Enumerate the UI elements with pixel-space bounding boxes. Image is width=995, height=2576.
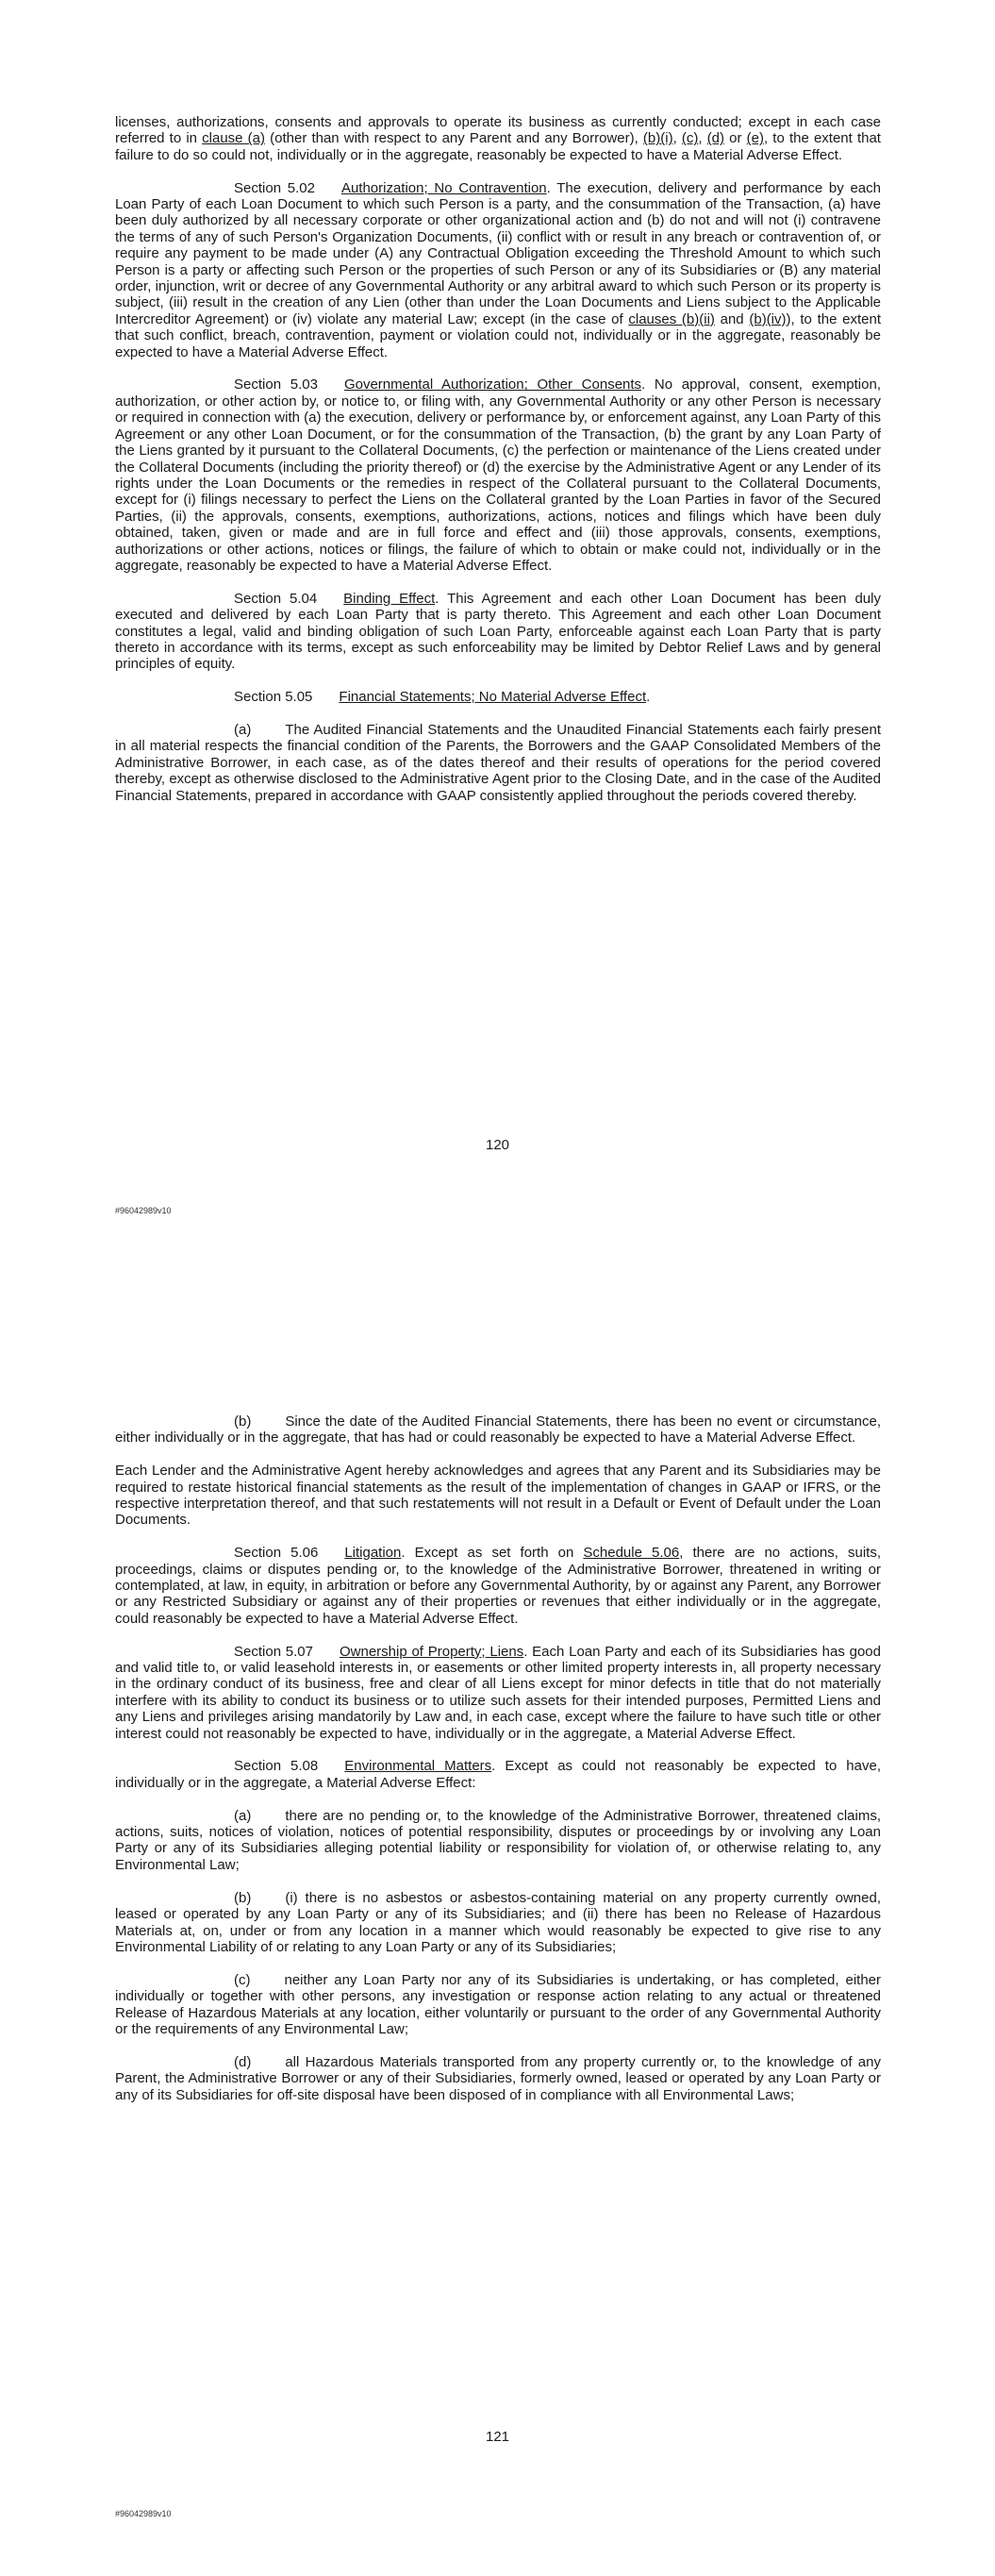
section-5-05-b: (b) Since the date of the Audited Financial Statements, there has been no event or circumstance, either individually or in the aggregate, that has had or could reasonably be expected to have a Material Adverse Effect. [115,1413,881,1447]
section-number: Section 5.05 [234,689,313,706]
subsection-label: (c) [234,1971,251,1988]
document-id: #96042989v10 [115,1206,172,1215]
section-5-07: Section 5.07 Ownership of Property; Liens. Each Loan Party and each of its Subsidiaries has good and valid title to, or valid leasehold interests in, or easements or other limited property interests in, all property necessary in the ordinary conduct of its business, free and clear of all Liens except for minor defects in title that do not materially interfere with its ability to conduct its business or to utilize such assets for their intended purposes, Permitted Liens and any Liens and privileges arising mandatorily by Law and, in each case, except where the failure to have such title or other interest could not reasonably be expected to have, individually or in the aggregate, a Material Adverse Effect. [115,1643,881,1742]
section-5-08: Section 5.08 Environmental Matters. Except as could not reasonably be expected to have, individually or in the aggregate, a Material Adverse Effect: [115,1758,881,1791]
page-number: 120 [485,1137,510,1153]
section-5-08-a: (a) there are no pending or, to the knowledge of the Administrative Borrower, threatened claims, actions, suits, notices of violation, notices of potential responsibility, disputes or proceedings by or involving any Loan Party or any of its Subsidiaries alleging potential liability or responsibility for violation of, or otherwise relating to, any Environmental Law; [115,1807,881,1873]
subsection-label: (a) [234,1807,252,1824]
clause-ref: (b)(iv) [749,310,787,327]
schedule-ref: Schedule 5.06 [583,1545,680,1562]
clause-ref: (c) [681,130,699,147]
section-title: Binding Effect [343,590,436,607]
clause-ref: (d) [706,130,725,147]
section-5-05-a: (a) The Audited Financial Statements and the Unaudited Financial Statements each fairly present in all material respects the financial condition of the Parents, the Borrowers and the GAAP Consolidated Members of the Administrative Borrower, in each case, as of the dates thereof and their results of operations for the period covered thereby, except as otherwise disclosed to the Administrative Agent prior to the Closing Date, and in the case of the Audited Financial Statements, prepared in accordance with GAAP consistently applied throughout the periods covered thereby. [115,721,881,804]
section-title: Authorization; No Contravention [340,179,547,196]
section-number: Section 5.07 [234,1643,313,1660]
page-121 [0,1288,995,2576]
section-5-05: Section 5.05 Financial Statements; No Material Adverse Effect. [234,689,651,706]
page-body [115,114,881,820]
clause-ref: clause (a) [202,130,265,147]
section-5-06: Section 5.06 Litigation. Except as set forth on Schedule 5.06, there are no actions, suits, proceedings, claims or disputes pending or, to the knowledge of the Administrative Borrower, threatened in writing or contemplated, at law, in equity, in arbitration or before any Governmental Authority, by or against any Parent, any Borrower or any Restricted Subsidiary or against any of their properties or revenues that either individually or in the aggregate, could reasonably be expected to have a Material Adverse Effect. [115,1545,881,1627]
section-title: Governmental Authorization; Other Consents [343,376,642,393]
section-5-04: Section 5.04 Binding Effect. This Agreement and each other Loan Document has been duly executed and delivered by each Loan Party that is party thereto. This Agreement and each other Loan Document constitutes a legal, valid and binding obligation of such Loan Party, enforceable against each Loan Party that is party thereto in accordance with its terms, except as such enforceability may be limited by Debtor Relief Laws and by general principles of equity. [115,590,881,673]
subsection-label: (d) [234,2053,252,2070]
clause-ref: clauses (b)(ii) [628,310,715,327]
section-title: Environmental Matters [344,1758,492,1775]
section-number: Section 5.06 [234,1545,319,1562]
document-id: #96042989v10 [115,2509,172,2518]
paragraph-intro: licenses, authorizations, consents and approvals to operate its business as currently conducted; except in each case referred to in clause (a) (other than with respect to any Parent and any Borrower), (b)(i), (c), (d) or (e), to the extent that failure to do so could not, individually or in the aggregate, reasonably be expected to have a Material Adverse Effect. [115,114,881,163]
section-title: Financial Statements; No Material Adverse Effect [339,689,647,706]
section-title: Ownership of Property; Liens [340,1643,524,1660]
section-number: Section 5.04 [234,590,318,607]
section-number: Section 5.08 [234,1758,319,1775]
section-5-08-c: (c) neither any Loan Party nor any of its Subsidiaries is undertaking, or has completed, either individually or together with other persons, any investigation or response action relating to any actual or threatened Release of Hazardous Materials at any location, either voluntarily or pursuant to the order of any Governmental Authority or the requirements of any Environmental Law; [115,1971,881,2037]
page-body [115,1413,881,2119]
clause-ref: (b)(i) [642,130,673,147]
clause-ref: (e) [746,130,764,147]
subsection-label: (b) [234,1889,252,1906]
paragraph-acknowledgement: Each Lender and the Administrative Agent hereby acknowledges and agrees that any Parent and its Subsidiaries may be required to restate historical financial statements as the result of the implementation of changes in GAAP or IFRS, or the respective interpretation thereof, and that such restatements will not result in a Default or Event of Default under the Loan Documents. [115,1463,881,1529]
section-number: Section 5.03 [234,376,318,393]
subsection-label: (b) [234,1413,252,1430]
section-5-03: Section 5.03 Governmental Authorization; Other Consents. No approval, consent, exemption, authorization, or other action by, or notice to, or filing with, any Governmental Authority or any other Person is necessary or required in connection with (a) the execution, delivery or performance by, or enforcement against, any Loan Party of this Agreement or any other Loan Document, or for the consummation of the Transaction, (b) the grant by any Loan Party of the Liens granted by it pursuant to the Collateral Documents, (c) the perfection or maintenance of the Liens created under the Collateral Documents (including the priority thereof) or (d) the exercise by the Administrative Agent or any Lender of its rights under the Loan Documents or the remedies in respect of the Collateral pursuant to the Collateral Documents, except for (i) filings necessary to perfect the Liens on the Collateral granted by the Loan Parties in favor of the Secured Parties, (ii) the approvals, consents, exemptions, authorizations, actions, notices and filings which have been duly obtained, taken, given or made and are in full force and effect and (iii) those approvals, consents, exemptions, authorizations or other actions, notices or filings, the failure of which to obtain or make could not, individually or in the aggregate, reasonably be expected to have a Material Adverse Effect. [115,376,881,574]
section-title: Litigation [344,1545,402,1562]
subsection-label: (a) [234,721,252,738]
section-5-02: Section 5.02 Authorization; No Contravention. The execution, delivery and performance by each Loan Party of each Loan Document to which such Person is a party, and the consummation of the Transaction, (a) have been duly authorized by all necessary corporate or other organizational action and (b) do not and will not (i) contravene the terms of any of such Person's Organization Documents, (ii) conflict with or result in any breach or contravention of, or require any payment to be made under (A) any Contractual Obligation exceeding the Threshold Amount to which such Person is a party or affecting such Person or the properties of such Person or any of its Subsidiaries or (B) any material order, injunction, writ or decree of any Governmental Authority or any arbitral award to which such Person or its property is subject, (iii) result in the creation of any Lien (other than under the Loan Documents and Liens subject to the Applicable Intercreditor Agreement) or (iv) violate any material Law; except (in the case of clauses (b)(ii) and (b)(iv)), to the extent that such conflict, breach, contravention, payment or violation could not, individually or in the aggregate, reasonably be expected to have a Material Adverse Effect. [115,179,882,360]
section-5-08-b: (b) (i) there is no asbestos or asbestos-containing material on any property currently owned, leased or operated by any Loan Party or any of its Subsidiaries; and (ii) there has been no Release of Hazardous Materials at, on, under or from any location in a manner which would reasonably be expected to give rise to any Environmental Liability of or relating to any Loan Party or any of its Subsidiaries; [115,1889,881,1955]
section-number: Section 5.02 [234,179,315,196]
section-5-08-d: (d) all Hazardous Materials transported from any property currently or, to the knowledge of any Parent, the Administrative Borrower or any of their Subsidiaries, formerly owned, leased or operated by any Loan Party or any of its Subsidiaries for off-site disposal have been disposed of in compliance with all Environmental Laws; [115,2053,881,2103]
page-number: 121 [485,2429,510,2445]
